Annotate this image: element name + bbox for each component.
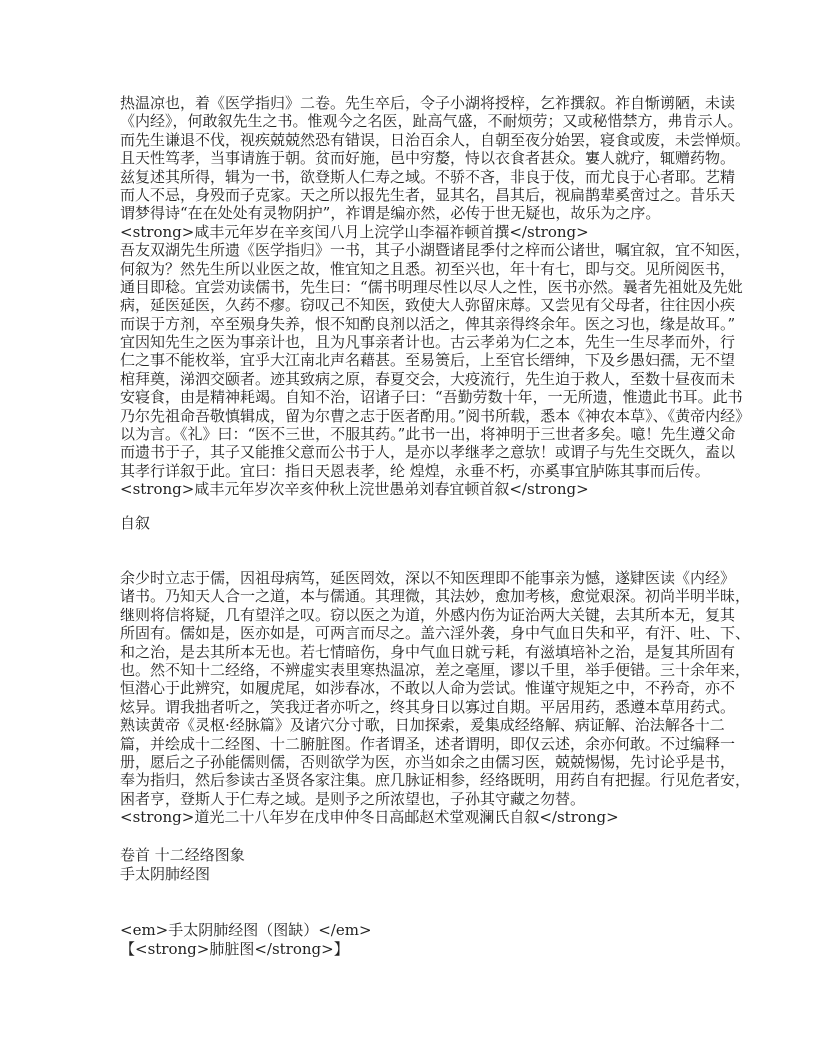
text-line: 热温凉也，着《医学指归》二卷。先生卒后，令子小湖将授梓，乞祚撰叙。祚自惭谫陋，未读 [120, 94, 736, 112]
text-line: 其孝行详叙于此。宜曰：指日天恩表孝，纶 煌煌，永垂不朽，亦奚事宜胪陈其事而后传。 [120, 461, 710, 480]
text-line: 和之治，是去其所本无也。若七情暗伤，身中气血日就亏耗，有滋填培补之治，是复其所固有 [120, 642, 736, 661]
text-line: 通目即稔。宜尝劝读儒书，先生曰：“儒书明理尽性以尽人之性，医书亦然。曩者先祖妣及先妣 [120, 277, 743, 296]
text-line: 棺拜奠，涕泗交颐者。迹其致病之原，春夏交会，大疫流行，先生迫于救人，至数十昼夜而未 [120, 369, 736, 388]
text-line: 诸书。乃知天人合一之道，本与儒通。其理微，其法妙，愈加考核，愈觉艰深。初尚半明半昧， [120, 587, 751, 606]
text-line: 安寝食，由是精神耗竭。自知不治，诏诸子曰：“吾勤劳数十年，一无所遗，惟遗此书耳。此书 [120, 388, 743, 407]
text-line: 余少时立志于儒，因祖母病笃，延医罔效，深以不知医理即不能事亲为憾，遂肄医读《内经》 [120, 568, 736, 587]
text-line: 炫异。谓我拙者听之，笑我迂者亦听之，终其身日以寡过自期。平居用药，悉遵本草用药式。 [120, 697, 736, 716]
text-line: 而误于方剂，卒至殒身失养，恨不知酌良剂以活之，俾其亲得终余年。医之习也，缘是故耳。” [120, 314, 736, 333]
text-line: 熟读黄帝《灵枢·经脉篇》及诸穴分寸歌，日加探索，爰集成经络解、病证解、治法解各十二 [120, 716, 725, 735]
self-preface-signature: <strong>道光二十八年岁在戊申仲冬日高邮赵术堂观澜氏自叙</strong> [120, 808, 619, 827]
figure-caption: <em>手太阴肺经图（图缺）</em> [120, 921, 372, 940]
text-line: 奉为指归，然后参读古圣贤各家注集。庶几脉证相参，经络既明，用药自有把握。行见危者安， [120, 771, 751, 790]
text-line: 何叙为？然先生所以业医之故，惟宜知之且悉。初至兴也，年十有七，即与交。见所阅医书， [120, 259, 736, 278]
text-line: 乃尔先祖命吾敬慎辑成，留为尔曹之志于医者酌用。”阅书所载，悉本《神农本草》、《黄帝内经》 [120, 406, 751, 425]
preface-2-signature: <strong>咸丰元年岁次辛亥仲秋上浣世愚弟刘春宜顿首叙</strong> [120, 480, 589, 499]
text-line: 而人不忌，身殁而子克家。天之所以报先生者，显其名，昌其后，视扁鹊辈奚啻过之。昔乐天 [120, 185, 736, 204]
text-line: 兹复述其所得，辑为一书，欲登斯人仁寿之域。不骄不吝，非良于伎，而尤良于心者耶。艺精 [120, 167, 736, 186]
text-line: 宜因知先生之医为事亲计也，且为凡事亲者计也。古云孝弟为仁之本，先生一生尽孝而外，行 [120, 333, 736, 352]
preface-2 [120, 241, 751, 499]
text-line: 继则将信将疑，几有望洋之叹。窃以医之为道，外感内伤为证治两大关键，去其所本无，复其 [120, 605, 736, 624]
figure-label: 【<strong>肺脏图</strong>】 [120, 939, 349, 958]
document-body [120, 94, 751, 958]
text-line: 仁之事不能枚举，宜乎大江南北声名藉甚。至易箦后，上至官长缙绅，下及乡愚妇孺，无不望 [120, 351, 736, 370]
text-line: 而遗书于子，其子又能推父意而公书于人，是亦以孝继孝之意欤！或谓子与先生交既久，盍以 [120, 443, 736, 462]
chapter-title: 卷首 十二经络图象 [120, 846, 245, 865]
text-line: 病，延医延医，久药不瘳。窃叹己不知医，致使大人弥留床蓐。又尝见有父母者，往往因小疾 [120, 296, 736, 315]
text-line: 篇，并绘成十二经图、十二腑脏图。作者谓圣，述者谓明，即仅云述，余亦何敢。不过编释一 [120, 734, 736, 753]
preface-2-text [120, 241, 751, 480]
text-line: 困者亨，登斯人于仁寿之域。是则予之所浓望也，子孙其守藏之勿替。 [120, 789, 586, 808]
chapter-subtitle: 手太阴肺经图 [120, 864, 211, 883]
preface-1 [120, 94, 751, 241]
self-preface-text [120, 568, 751, 808]
text-line: 恒潜心于此辨究，如履虎尾，如涉春冰，不敢以人命为尝试。惟谨守规矩之中，不矜奇，亦不 [120, 679, 736, 698]
text-line: 所固有。儒如是，医亦如是，可两言而尽之。盖六淫外袭，身中气血日失和平，有汗、吐、下、 [120, 624, 751, 643]
text-line: 《内经》，何敢叙先生之书。惟观今之名医，趾高气盛，不耐烦劳；又或秘惜禁方，弗肯示人。 [120, 112, 743, 131]
text-line: 而先生谦退不伐，视疾兢兢然恐有错误，日治百余人，自朝至夜分始罢，寝食或废，未尝惮烦。 [120, 130, 751, 149]
preface-1-text [120, 94, 751, 223]
text-line: 吾友双湖先生所遗《医学指归》一书，其子小湖暨诸昆季付之梓而公诸世，嘱宜叙，宜不知医， [120, 241, 751, 260]
text-line: 以为言。《礼》曰：“医不三世，不服其药。”此书一出，将神明于三世者多矣。噫！先生遵父命 [120, 425, 736, 444]
self-preface-heading: 自叙 [120, 513, 151, 532]
text-line: 谓梦得诗“在在处处有灵物阴护”，祚谓是编亦然，必传于世无疑也，故乐为之序。 [120, 204, 661, 223]
text-line: 册，愿后之子孙能儒则儒，否则欲学为医，亦当如余之由儒习医，兢兢惕惕，先讨论乎是书， [120, 752, 736, 771]
self-preface [120, 568, 751, 827]
preface-1-signature: <strong>咸丰元年岁在辛亥闰八月上浣学山李福祚顿首撰</strong> [120, 222, 589, 241]
text-line: 且天性笃孝，当事请旌于朝。贫而好施，邑中穷嫠，恃以衣食者甚众。寠人就疗，辄赠药物。 [120, 149, 736, 168]
text-line: 也。然不知十二经络，不辨虚实表里寒热温凉，差之毫厘，谬以千里，举手便错。三十余年来， [120, 660, 751, 679]
